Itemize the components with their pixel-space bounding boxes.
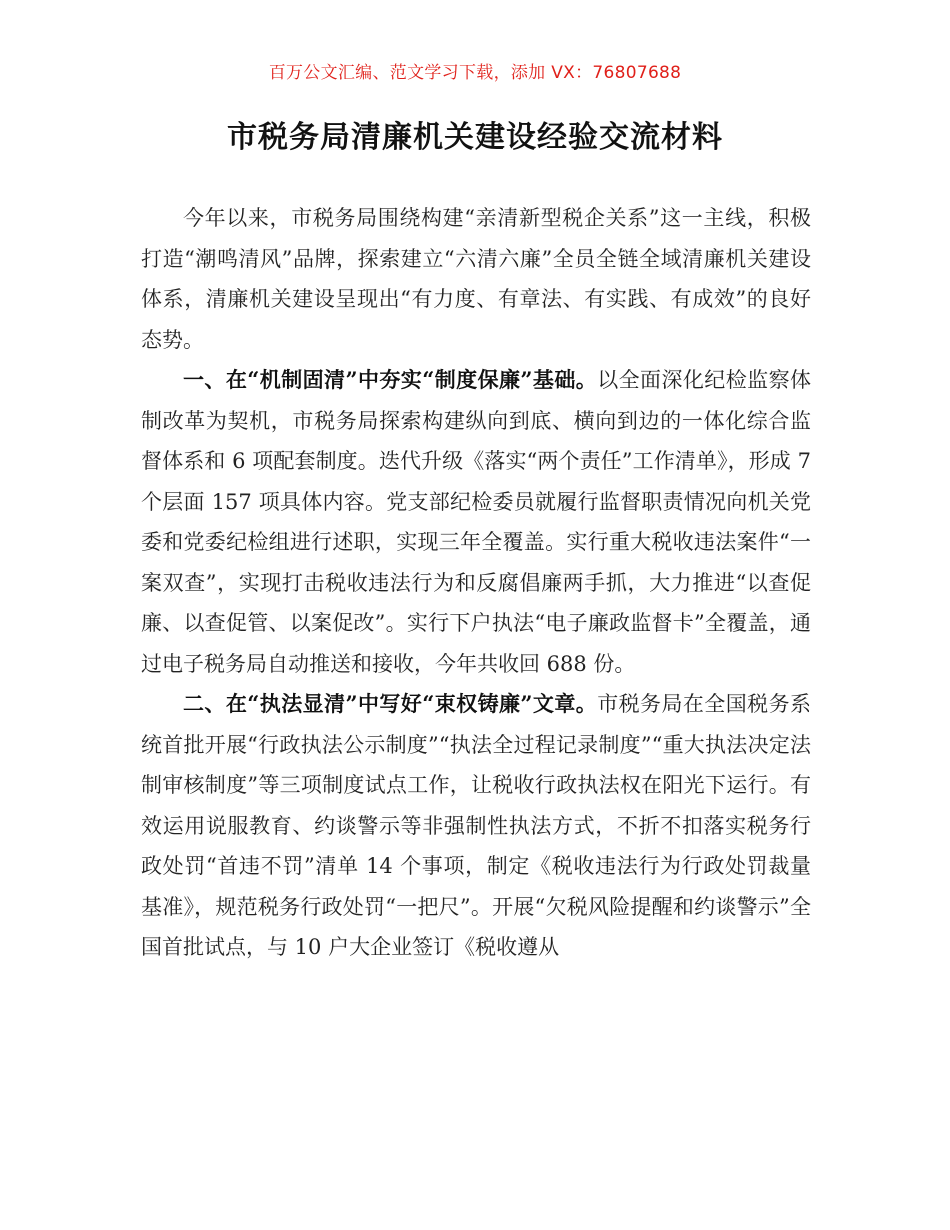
paragraph-section-1 [141, 360, 811, 684]
paragraph-intro [141, 198, 811, 360]
section-2-text: 市税务局在全国税务系统首批开展“行政执法公示制度”“执法全过程记录制度”“重大执法决定法制审核制度”等三项制度试点工作，让税收行政执法权在阳光下运行。有效运用说服教育、约谈警示等非强制性执法方式，不折不扣落实税务行政处罚“首违不罚”清单 14 个事项，制定《税收违法行为行政处罚裁量基准》，规范税务行政处罚“一把尺”。开展“欠税风险提醒和约谈警示”全国首批试点，与 10 户大企业签订《税收遵从 [141, 692, 811, 959]
document-title: 市税务局清廉机关建设经验交流材料 [227, 120, 723, 155]
document-body [141, 198, 811, 968]
paragraph-section-2 [141, 684, 811, 968]
section-2-heading: 二、在“执法显清”中写好“束权铸廉”文章。 [183, 691, 598, 716]
section-1-text: 以全面深化纪检监察体制改革为契机，市税务局探索构建纵向到底、横向到边的一体化综合监督体系和 6 项配套制度。迭代升级《落实“两个责任”工作清单》，形成 7 个层面 157 项具体内容。党支部纪检委员就履行监督职责情况向机关党委和党委纪检组进行述职，实现三年全覆盖。实行重大税收违法案件“一案双查”，实现打击税收违法行为和反腐倡廉两手抓，大力推进“以查促廉、以查促管、以案促改”。实行下户执法“电子廉政监督卡”全覆盖，通过电子税务局自动推送和接收，今年共收回 688 份。 [141, 368, 811, 676]
paragraph-intro-text: 今年以来，市税务局围绕构建“亲清新型税企关系”这一主线，积极打造“潮鸣清风”品牌，探索建立“六清六廉”全员全链全域清廉机关建设体系，清廉机关建设呈现出“有力度、有章法、有实践、有成效”的良好态势。 [141, 206, 811, 352]
section-1-heading: 一、在“机制固清”中夯实“制度保廉”基础。 [183, 367, 598, 392]
header-watermark-note: 百万公文汇编、范文学习下载，添加 VX：76807688 [268, 63, 682, 83]
